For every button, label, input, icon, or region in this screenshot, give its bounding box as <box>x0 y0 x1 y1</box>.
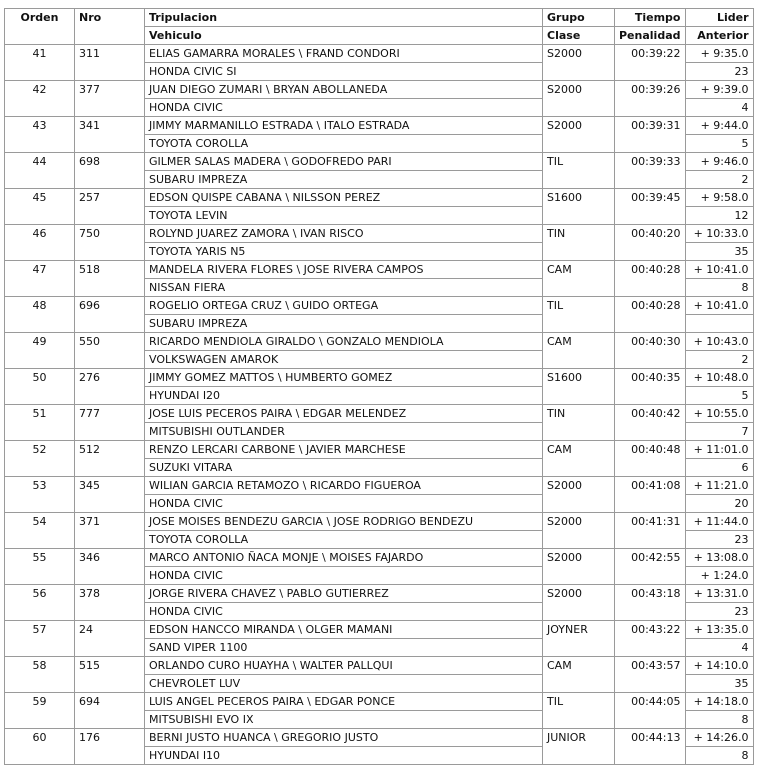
vehicle-cell: TOYOTA YARIS N5 <box>145 243 543 261</box>
table-row <box>5 153 754 171</box>
tiempo-cell: 00:43:18 <box>615 585 686 603</box>
results-body <box>5 45 754 765</box>
header-tiempo: Tiempo <box>615 9 686 27</box>
tiempo-cell: 00:39:26 <box>615 81 686 99</box>
table-row <box>5 261 754 279</box>
vehicle-cell: HONDA CIVIC <box>145 567 543 585</box>
vehicle-cell: HONDA CIVIC SI <box>145 63 543 81</box>
anterior-cell: 2 <box>685 351 753 369</box>
anterior-cell: 35 <box>685 243 753 261</box>
grupo-cell: S1600 <box>543 189 615 207</box>
penalidad-cell <box>615 99 686 117</box>
header-grupo: Grupo <box>543 9 615 27</box>
clase-cell <box>543 207 615 225</box>
lider-cell: + 14:26.0 <box>685 729 753 747</box>
penalidad-cell <box>615 747 686 765</box>
clase-cell <box>543 675 615 693</box>
nro-cell: 777 <box>75 405 145 441</box>
clase-cell <box>543 387 615 405</box>
anterior-cell: 8 <box>685 711 753 729</box>
orden-cell: 51 <box>5 405 75 441</box>
grupo-cell: CAM <box>543 657 615 675</box>
tiempo-cell: 00:40:28 <box>615 261 686 279</box>
crew-cell: JOSE MOISES BENDEZU GARCIA \ JOSE RODRIGO BENDEZU <box>145 513 543 531</box>
grupo-cell: S1600 <box>543 369 615 387</box>
table-row <box>5 333 754 351</box>
penalidad-cell <box>615 711 686 729</box>
crew-cell: EDSON QUISPE CABANA \ NILSSON PEREZ <box>145 189 543 207</box>
vehicle-cell: HYUNDAI I20 <box>145 387 543 405</box>
table-row <box>5 729 754 747</box>
tiempo-cell: 00:39:45 <box>615 189 686 207</box>
lider-cell: + 13:31.0 <box>685 585 753 603</box>
anterior-cell: 4 <box>685 639 753 657</box>
table-row <box>5 117 754 135</box>
anterior-cell: 8 <box>685 279 753 297</box>
orden-cell: 59 <box>5 693 75 729</box>
tiempo-cell: 00:44:05 <box>615 693 686 711</box>
table-row <box>5 225 754 243</box>
penalidad-cell <box>615 459 686 477</box>
vehicle-cell: TOYOTA COROLLA <box>145 135 543 153</box>
lider-cell: + 10:43.0 <box>685 333 753 351</box>
nro-cell: 694 <box>75 693 145 729</box>
table-row <box>5 621 754 639</box>
crew-cell: MARCO ANTONIO ÑACA MONJE \ MOISES FAJARDO <box>145 549 543 567</box>
table-row <box>5 693 754 711</box>
vehicle-cell: HONDA CIVIC <box>145 603 543 621</box>
penalidad-cell <box>615 531 686 549</box>
anterior-cell: 7 <box>685 423 753 441</box>
crew-cell: BERNI JUSTO HUANCA \ GREGORIO JUSTO <box>145 729 543 747</box>
vehicle-cell: SUBARU IMPREZA <box>145 171 543 189</box>
tiempo-cell: 00:39:33 <box>615 153 686 171</box>
tiempo-cell: 00:39:31 <box>615 117 686 135</box>
grupo-cell: TIN <box>543 225 615 243</box>
nro-cell: 346 <box>75 549 145 585</box>
penalidad-cell <box>615 171 686 189</box>
header-lider: Lider <box>685 9 753 27</box>
penalidad-cell <box>615 207 686 225</box>
orden-cell: 42 <box>5 81 75 117</box>
table-row <box>5 189 754 207</box>
grupo-cell: CAM <box>543 441 615 459</box>
clase-cell <box>543 135 615 153</box>
crew-cell: ROGELIO ORTEGA CRUZ \ GUIDO ORTEGA <box>145 297 543 315</box>
table-row <box>5 477 754 495</box>
lider-cell: + 14:18.0 <box>685 693 753 711</box>
clase-cell <box>543 495 615 513</box>
nro-cell: 176 <box>75 729 145 765</box>
grupo-cell: S2000 <box>543 585 615 603</box>
nro-cell: 345 <box>75 477 145 513</box>
penalidad-cell <box>615 279 686 297</box>
lider-cell: + 9:58.0 <box>685 189 753 207</box>
lider-cell: + 13:35.0 <box>685 621 753 639</box>
anterior-cell <box>685 315 753 333</box>
crew-cell: RENZO LERCARI CARBONE \ JAVIER MARCHESE <box>145 441 543 459</box>
lider-cell: + 9:46.0 <box>685 153 753 171</box>
anterior-cell: 12 <box>685 207 753 225</box>
anterior-cell: 2 <box>685 171 753 189</box>
vehicle-cell: TOYOTA COROLLA <box>145 531 543 549</box>
clase-cell <box>543 315 615 333</box>
table-row <box>5 513 754 531</box>
orden-cell: 58 <box>5 657 75 693</box>
orden-cell: 53 <box>5 477 75 513</box>
crew-cell: JUAN DIEGO ZUMARI \ BRYAN ABOLLANEDA <box>145 81 543 99</box>
nro-cell: 696 <box>75 297 145 333</box>
orden-cell: 54 <box>5 513 75 549</box>
clase-cell <box>543 243 615 261</box>
nro-cell: 276 <box>75 369 145 405</box>
header-nro: Nro <box>75 9 145 45</box>
clase-cell <box>543 711 615 729</box>
orden-cell: 55 <box>5 549 75 585</box>
nro-cell: 750 <box>75 225 145 261</box>
crew-cell: JORGE RIVERA CHAVEZ \ PABLO GUTIERREZ <box>145 585 543 603</box>
grupo-cell: CAM <box>543 261 615 279</box>
clase-cell <box>543 459 615 477</box>
penalidad-cell <box>615 423 686 441</box>
anterior-cell: 5 <box>685 135 753 153</box>
tiempo-cell: 00:39:22 <box>615 45 686 63</box>
tiempo-cell: 00:40:20 <box>615 225 686 243</box>
vehicle-cell: SAND VIPER 1100 <box>145 639 543 657</box>
grupo-cell: S2000 <box>543 549 615 567</box>
tiempo-cell: 00:41:08 <box>615 477 686 495</box>
lider-cell: + 11:44.0 <box>685 513 753 531</box>
nro-cell: 378 <box>75 585 145 621</box>
header-tripulacion: Tripulacion <box>145 9 543 27</box>
clase-cell <box>543 567 615 585</box>
nro-cell: 518 <box>75 261 145 297</box>
orden-cell: 48 <box>5 297 75 333</box>
penalidad-cell <box>615 243 686 261</box>
anterior-cell: 23 <box>685 531 753 549</box>
table-row <box>5 297 754 315</box>
tiempo-cell: 00:44:13 <box>615 729 686 747</box>
nro-cell: 515 <box>75 657 145 693</box>
orden-cell: 41 <box>5 45 75 81</box>
tiempo-cell: 00:43:22 <box>615 621 686 639</box>
grupo-cell: TIL <box>543 153 615 171</box>
lider-cell: + 9:39.0 <box>685 81 753 99</box>
grupo-cell: S2000 <box>543 117 615 135</box>
vehicle-cell: CHEVROLET LUV <box>145 675 543 693</box>
table-row <box>5 45 754 63</box>
nro-cell: 341 <box>75 117 145 153</box>
orden-cell: 52 <box>5 441 75 477</box>
anterior-cell: 6 <box>685 459 753 477</box>
lider-cell: + 10:41.0 <box>685 297 753 315</box>
anterior-cell: 20 <box>685 495 753 513</box>
vehicle-cell: MITSUBISHI EVO IX <box>145 711 543 729</box>
anterior-cell: + 1:24.0 <box>685 567 753 585</box>
penalidad-cell <box>615 675 686 693</box>
header-row-1 <box>5 9 754 27</box>
vehicle-cell: NISSAN FIERA <box>145 279 543 297</box>
header-orden: Orden <box>5 9 75 45</box>
lider-cell: + 14:10.0 <box>685 657 753 675</box>
orden-cell: 43 <box>5 117 75 153</box>
lider-cell: + 10:41.0 <box>685 261 753 279</box>
table-row <box>5 405 754 423</box>
tiempo-cell: 00:40:30 <box>615 333 686 351</box>
lider-cell: + 9:35.0 <box>685 45 753 63</box>
tiempo-cell: 00:40:35 <box>615 369 686 387</box>
table-row <box>5 81 754 99</box>
clase-cell <box>543 603 615 621</box>
nro-cell: 24 <box>75 621 145 657</box>
header-penalidad: Penalidad <box>615 27 686 45</box>
lider-cell: + 10:33.0 <box>685 225 753 243</box>
grupo-cell: TIL <box>543 693 615 711</box>
nro-cell: 377 <box>75 81 145 117</box>
tiempo-cell: 00:40:42 <box>615 405 686 423</box>
clase-cell <box>543 423 615 441</box>
penalidad-cell <box>615 387 686 405</box>
lider-cell: + 9:44.0 <box>685 117 753 135</box>
tiempo-cell: 00:42:55 <box>615 549 686 567</box>
crew-cell: WILIAN GARCIA RETAMOZO \ RICARDO FIGUEROA <box>145 477 543 495</box>
penalidad-cell <box>615 63 686 81</box>
header-anterior: Anterior <box>685 27 753 45</box>
tiempo-cell: 00:40:48 <box>615 441 686 459</box>
nro-cell: 257 <box>75 189 145 225</box>
orden-cell: 56 <box>5 585 75 621</box>
anterior-cell: 23 <box>685 63 753 81</box>
vehicle-cell: HONDA CIVIC <box>145 99 543 117</box>
penalidad-cell <box>615 495 686 513</box>
clase-cell <box>543 63 615 81</box>
results-table <box>4 8 754 765</box>
anterior-cell: 8 <box>685 747 753 765</box>
crew-cell: EDSON HANCCO MIRANDA \ OLGER MAMANI <box>145 621 543 639</box>
clase-cell <box>543 99 615 117</box>
tiempo-cell: 00:40:28 <box>615 297 686 315</box>
lider-cell: + 11:01.0 <box>685 441 753 459</box>
nro-cell: 698 <box>75 153 145 189</box>
penalidad-cell <box>615 351 686 369</box>
anterior-cell: 4 <box>685 99 753 117</box>
clase-cell <box>543 639 615 657</box>
grupo-cell: S2000 <box>543 45 615 63</box>
nro-cell: 371 <box>75 513 145 549</box>
table-row <box>5 369 754 387</box>
anterior-cell: 35 <box>685 675 753 693</box>
orden-cell: 46 <box>5 225 75 261</box>
lider-cell: + 10:48.0 <box>685 369 753 387</box>
header-vehiculo: Vehiculo <box>145 27 543 45</box>
penalidad-cell <box>615 135 686 153</box>
penalidad-cell <box>615 567 686 585</box>
nro-cell: 311 <box>75 45 145 81</box>
vehicle-cell: HONDA CIVIC <box>145 495 543 513</box>
orden-cell: 49 <box>5 333 75 369</box>
penalidad-cell <box>615 315 686 333</box>
vehicle-cell: VOLKSWAGEN AMAROK <box>145 351 543 369</box>
crew-cell: RICARDO MENDIOLA GIRALDO \ GONZALO MENDIOLA <box>145 333 543 351</box>
penalidad-cell <box>615 639 686 657</box>
orden-cell: 47 <box>5 261 75 297</box>
vehicle-cell: SUBARU IMPREZA <box>145 315 543 333</box>
grupo-cell: S2000 <box>543 477 615 495</box>
grupo-cell: JUNIOR <box>543 729 615 747</box>
vehicle-cell: HYUNDAI I10 <box>145 747 543 765</box>
clase-cell <box>543 351 615 369</box>
grupo-cell: S2000 <box>543 81 615 99</box>
crew-cell: LUIS ANGEL PECEROS PAIRA \ EDGAR PONCE <box>145 693 543 711</box>
lider-cell: + 11:21.0 <box>685 477 753 495</box>
orden-cell: 44 <box>5 153 75 189</box>
tiempo-cell: 00:41:31 <box>615 513 686 531</box>
grupo-cell: TIN <box>543 405 615 423</box>
table-row <box>5 657 754 675</box>
clase-cell <box>543 747 615 765</box>
grupo-cell: S2000 <box>543 513 615 531</box>
grupo-cell: JOYNER <box>543 621 615 639</box>
anterior-cell: 23 <box>685 603 753 621</box>
tiempo-cell: 00:43:57 <box>615 657 686 675</box>
nro-cell: 550 <box>75 333 145 369</box>
clase-cell <box>543 531 615 549</box>
grupo-cell: CAM <box>543 333 615 351</box>
vehicle-cell: TOYOTA LEVIN <box>145 207 543 225</box>
table-row <box>5 549 754 567</box>
table-header <box>5 9 754 45</box>
orden-cell: 50 <box>5 369 75 405</box>
nro-cell: 512 <box>75 441 145 477</box>
table-row <box>5 441 754 459</box>
orden-cell: 57 <box>5 621 75 657</box>
crew-cell: ORLANDO CURO HUAYHA \ WALTER PALLQUI <box>145 657 543 675</box>
crew-cell: JIMMY GOMEZ MATTOS \ HUMBERTO GOMEZ <box>145 369 543 387</box>
penalidad-cell <box>615 603 686 621</box>
crew-cell: ROLYND JUAREZ ZAMORA \ IVAN RISCO <box>145 225 543 243</box>
clase-cell <box>543 279 615 297</box>
crew-cell: JIMMY MARMANILLO ESTRADA \ ITALO ESTRADA <box>145 117 543 135</box>
table-row <box>5 585 754 603</box>
crew-cell: GILMER SALAS MADERA \ GODOFREDO PARI <box>145 153 543 171</box>
lider-cell: + 10:55.0 <box>685 405 753 423</box>
grupo-cell: TIL <box>543 297 615 315</box>
crew-cell: MANDELA RIVERA FLORES \ JOSE RIVERA CAMPOS <box>145 261 543 279</box>
header-clase: Clase <box>543 27 615 45</box>
vehicle-cell: SUZUKI VITARA <box>145 459 543 477</box>
lider-cell: + 13:08.0 <box>685 549 753 567</box>
clase-cell <box>543 171 615 189</box>
vehicle-cell: MITSUBISHI OUTLANDER <box>145 423 543 441</box>
anterior-cell: 5 <box>685 387 753 405</box>
crew-cell: JOSE LUIS PECEROS PAIRA \ EDGAR MELENDEZ <box>145 405 543 423</box>
crew-cell: ELIAS GAMARRA MORALES \ FRAND CONDORI <box>145 45 543 63</box>
orden-cell: 45 <box>5 189 75 225</box>
orden-cell: 60 <box>5 729 75 765</box>
